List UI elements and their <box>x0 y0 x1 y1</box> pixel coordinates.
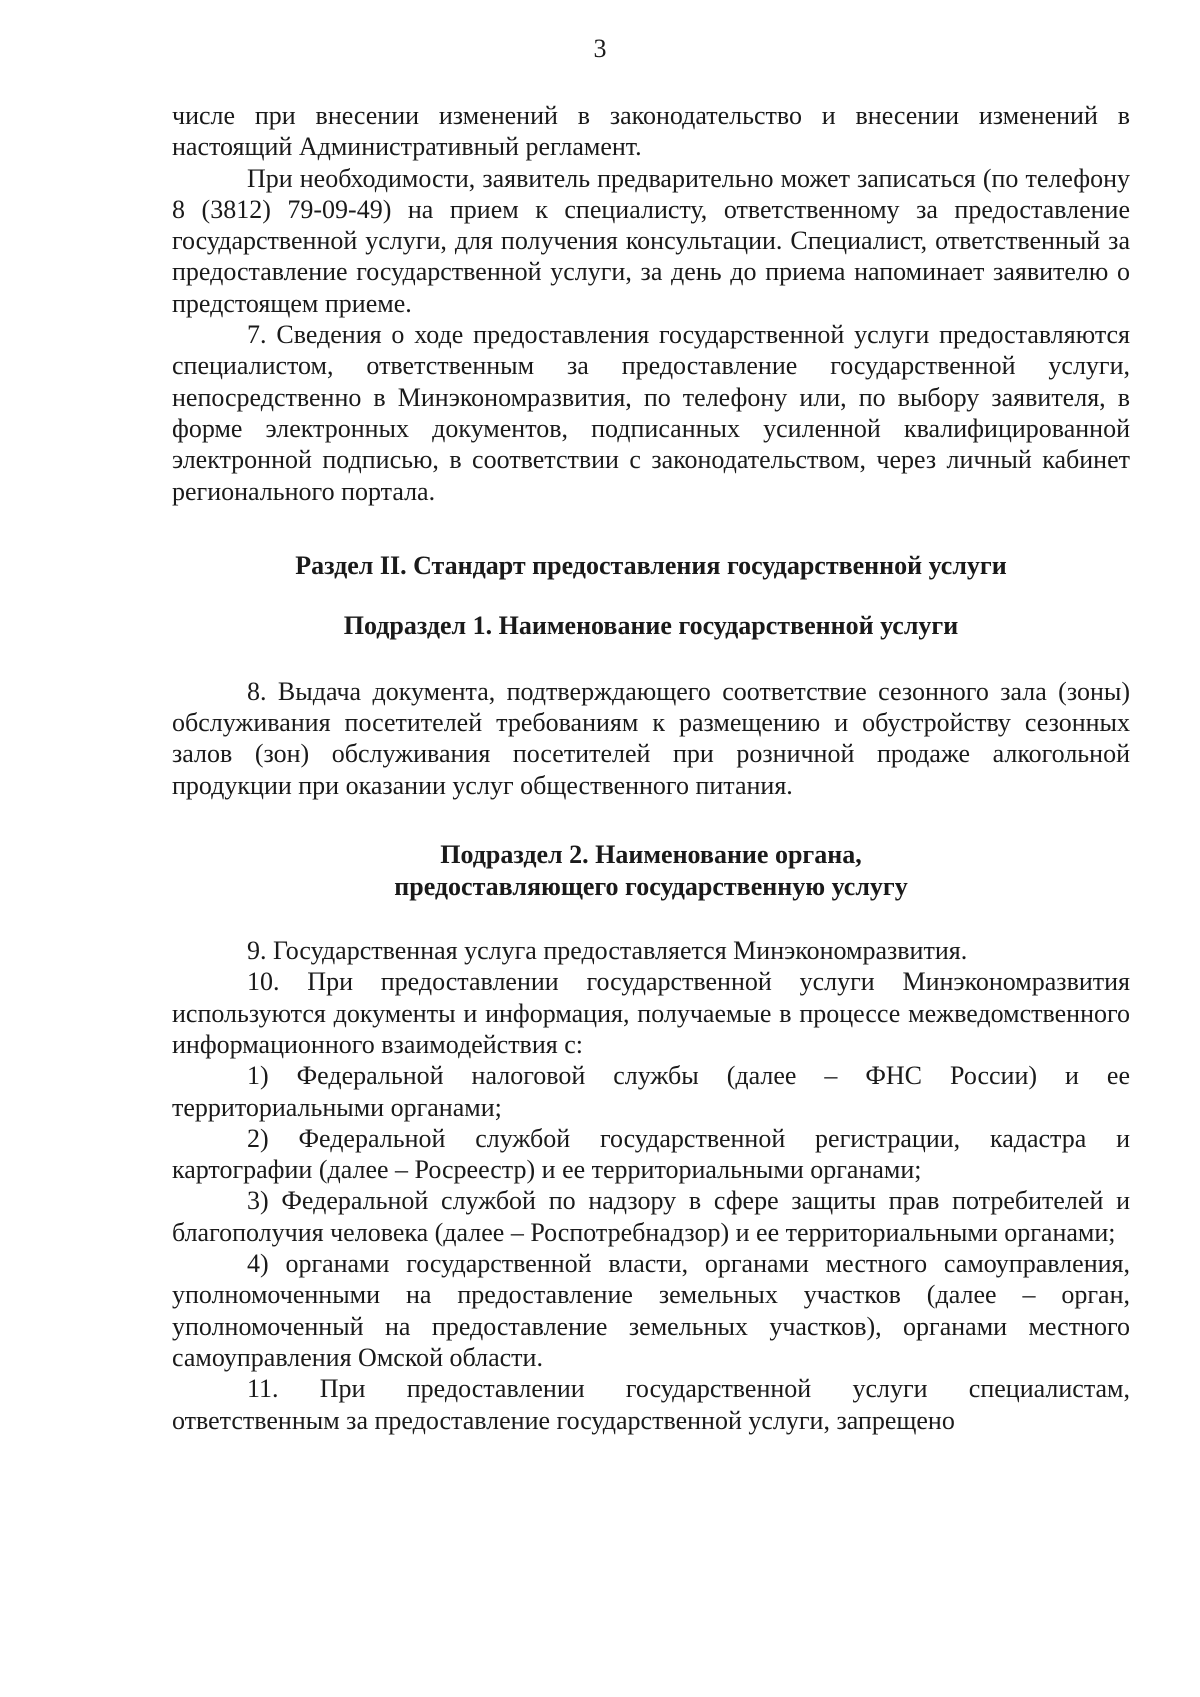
paragraph-subitem-2: 2) Федеральной службой государственной регистрации, кадастра и картографии (далее – Росреестр) и ее территориальными органами; <box>172 1123 1130 1185</box>
paragraph-item-9: 9. Государственная услуга предоставляется Минэкономразвития. <box>247 936 968 966</box>
paragraph-item-7: 7. Сведения о ходе предоставления государственной услуги предоставляются специалистом, ответственным за предоставление государственной услуги, непосредственно в Минэкономразвития, по телефону или, по выбору заявителя, в форме электронных документов, подписанных усиленной квалифицированной электронной подписью, в соответствии с законодательством, через личный кабинет регионального портала. <box>172 320 1130 506</box>
paragraph-item-8: 8. Выдача документа, подтверждающего соответствие сезонного зала (зоны) обслуживания посетителей требованиям к размещению и обустройству сезонных залов (зон) обслуживания посетителей при розничной продаже алкогольной продукции при оказании услуг общественного питания. <box>172 676 1130 800</box>
section-heading: Раздел II. Стандарт предоставления государственной услуги <box>295 550 1007 580</box>
paragraph-subitem-3: 3) Федеральной службой по надзору в сфере защиты прав потребителей и благополучия человека (далее – Роспотребнадзор) и ее территориальными органами; <box>172 1186 1130 1247</box>
subsection-2-heading <box>172 839 1130 903</box>
paragraph-item-10: 10. При предоставлении государственной услуги Минэкономразвития используются документы и информация, получаемые в процессе межведомственного информационного взаимодействия с: <box>172 967 1130 1059</box>
document-body <box>172 100 1130 1436</box>
paragraph-appointment: При необходимости, заявитель предварительно может записаться (по телефону 8 (3812) 79-09-49) на прием к специалисту, ответственному за предоставление государственной услуги, для получения консультации. Специалист, ответственный за предоставление государственной услуги, за день до приема напоминает заявителю о предстоящем приеме. <box>172 163 1130 318</box>
paragraph-continuation: числе при внесении изменений в законодательство и внесении изменений в настоящий Административный регламент. <box>172 101 1130 162</box>
page-number: 3 <box>593 34 607 63</box>
subsection-2-heading-line-2: предоставляющего государственную услугу <box>394 872 908 902</box>
subsection-2-heading-line-1: Подраздел 2. Наименование органа, <box>440 840 862 870</box>
subsection-1-heading: Подраздел 1. Наименование государственной услуги <box>343 610 959 640</box>
paragraph-subitem-4: 4) органами государственной власти, органами местного самоуправления, уполномоченными на предоставление земельных участков (далее – орган, уполномоченный на предоставление земельных участков), органами местного самоуправления Омской области. <box>172 1249 1130 1372</box>
paragraph-item-11: 11. При предоставлении государственной услуги специалистам, ответственным за предоставление государственной услуги, запрещено <box>172 1374 1130 1435</box>
paragraph-subitem-1: 1) Федеральной налоговой службы (далее – ФНС России) и ее территориальными органами; <box>172 1061 1130 1122</box>
